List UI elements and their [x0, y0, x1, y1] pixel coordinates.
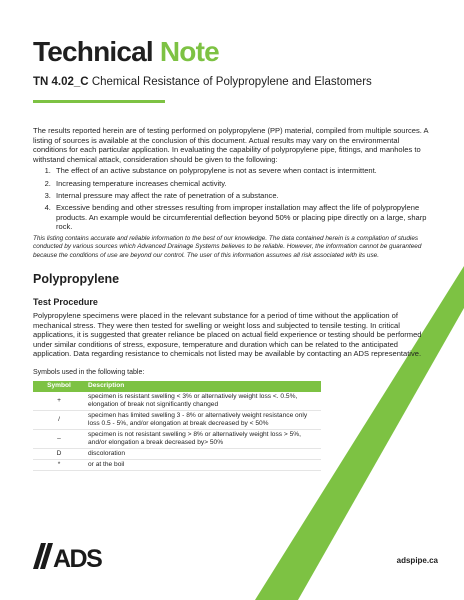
- main-content: [33, 126, 433, 471]
- column-header-description: Description: [85, 381, 321, 392]
- symbol-cell: *: [33, 459, 85, 470]
- symbol-cell: –: [33, 429, 85, 448]
- tn-code: TN 4.02_C: [33, 76, 89, 88]
- table-header-row: [33, 381, 321, 392]
- tn-title: Chemical Resistance of Polypropylene and Elastomers: [91, 76, 372, 88]
- title-note: Note: [159, 36, 219, 67]
- description-cell: specimen is resistant swelling < 3% or alternatively weight loss <. 0.5%, elongation of break not significantly changed: [85, 392, 321, 411]
- list-item: 1. The effect of an active substance on polypropylene is not as severe when contact is intermittent.: [53, 166, 433, 176]
- list-item: 4. Excessive bending and other stresses resulting from improper installation may affect the life of polypropylene products. An example would be circumferential deflection beyond 50% or placing pipe directly on a large, sharp rock.: [53, 203, 433, 232]
- website-url: adspipe.ca: [396, 556, 438, 565]
- title-technical: Technical: [33, 36, 153, 67]
- considerations-list: [33, 166, 433, 231]
- table-row: [33, 392, 321, 411]
- table-row: [33, 429, 321, 448]
- column-header-symbol: Symbol: [33, 381, 85, 392]
- symbol-cell: +: [33, 392, 85, 411]
- subheading-test-procedure: Test Procedure: [33, 296, 98, 307]
- description-cell: specimen is not resistant swelling > 8% or alternatively weight loss > 5%, and/or elongation a break decreased by> 50%: [85, 429, 321, 448]
- list-item: 3. Internal pressure may affect the rate of penetration of a substance.: [53, 191, 433, 201]
- section-heading-polypropylene: Polypropylene: [33, 271, 120, 286]
- table-row: [33, 410, 321, 429]
- list-item: 2. Increasing temperature increases chemical activity.: [53, 179, 433, 189]
- symbols-table: [33, 381, 321, 471]
- description-cell: or at the boil: [85, 459, 321, 470]
- description-cell: discoloration: [85, 448, 321, 459]
- ads-logo: [33, 543, 113, 569]
- table-caption: Symbols used in the following table:: [33, 368, 145, 376]
- disclaimer-paragraph: This listing contains accurate and reliable information to the best of our knowledge. The data contained herein is a compilation of studies conducted by various sources which Advanced Drainage Systems believes to be reliable. However, the information cannot be guaranteed because the conditions of use are beyond our control. The user of this information assumes all risk associated with its use.: [33, 234, 422, 259]
- logo-text: ADS: [53, 545, 102, 569]
- symbol-cell: /: [33, 410, 85, 429]
- table-row: [33, 459, 321, 470]
- table-row: [33, 448, 321, 459]
- document-subtitle: [33, 75, 372, 89]
- procedure-paragraph: Polypropylene specimens were placed in the relevant substance for a period of time without the application of mechanical stress. They were then tested for swelling or weight loss and subjected to tensile testing. In critical applications, it is suggested that greater reliance be placed on actual field experience or testing should be performed under similar conditions of stress, exposure, temperature and duration which can be related to the anticipated application. Data regarding resistance to chemicals not listed may be available by contacting an ADS representative.: [33, 310, 422, 359]
- title-underline-rule: [33, 100, 165, 103]
- intro-paragraph: The results reported herein are of testing performed on polypropylene (PP) material, compiled from multiple sources. A listing of sources is available at the conclusion of this document. Actual results may vary on the environmental conditions for each particular application. In evaluating the capability of polypropylene pipe, fittings, and manholes to withstand chemical attack, consideration should be given to the following:: [33, 126, 429, 164]
- description-cell: specimen has limited swelling 3 - 8% or alternatively weight resistance only loss 0.5 - 5%, and/or elongation at break decreased by < 50%: [85, 410, 321, 429]
- symbol-cell: D: [33, 448, 85, 459]
- page-title: [33, 36, 219, 68]
